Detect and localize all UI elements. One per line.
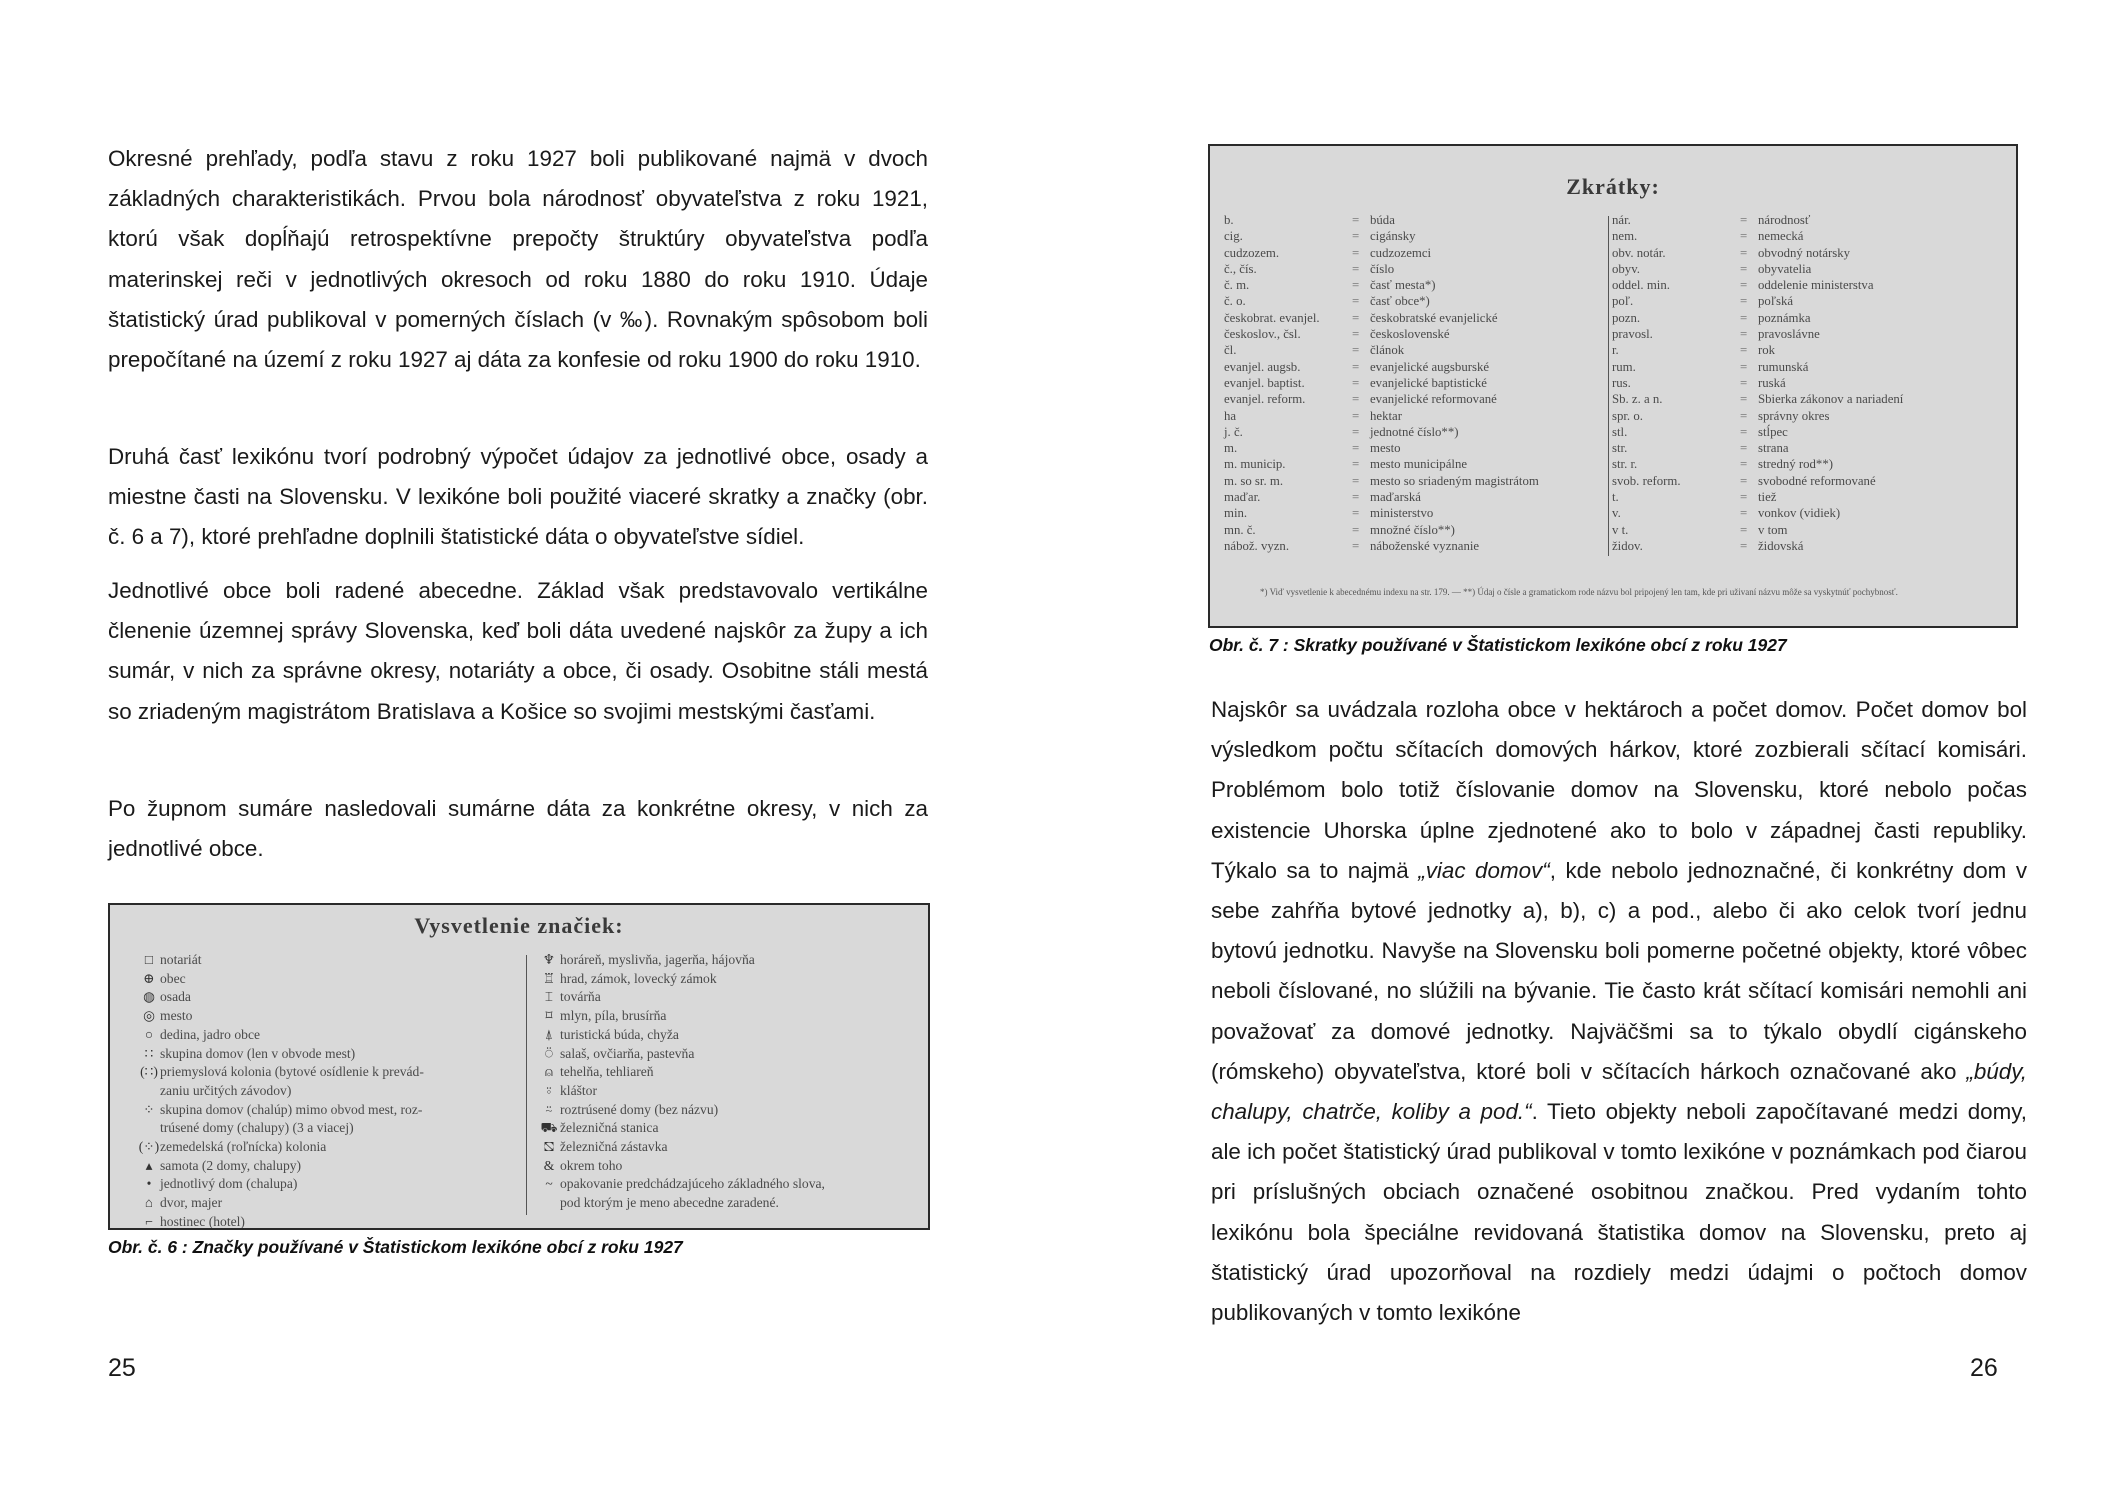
legend-symbol-icon: ⍋ (544, 1026, 554, 1042)
abbreviation: nem. (1612, 229, 1638, 244)
abbreviation: rus. (1612, 375, 1631, 390)
legend-row (138, 951, 528, 970)
equals-sign: = (1740, 392, 1748, 407)
abbreviation-meaning: v tom (1758, 522, 1788, 537)
equals-sign: = (1740, 473, 1748, 488)
abbreviation-meaning: náboženské vyznanie (1370, 538, 1480, 553)
legend-row (538, 1026, 918, 1045)
abbreviation-meaning: množné číslo**) (1370, 522, 1455, 537)
abbreviation-row (1612, 310, 2008, 326)
legend-text: tehelňa, tehliareň (560, 1064, 654, 1080)
abbreviation-row (1612, 522, 2008, 538)
legend-left-column (138, 951, 528, 1230)
abbreviation-row (1224, 310, 1608, 326)
equals-sign: = (1352, 213, 1360, 227)
equals-sign: = (1352, 392, 1360, 407)
equals-sign: = (1352, 424, 1360, 439)
legend-row (538, 970, 918, 989)
symbols-legend-figure (108, 903, 930, 1230)
abbreviation-row (1224, 538, 1608, 554)
abbreviation-row (1612, 228, 2008, 244)
equals-sign: = (1352, 490, 1360, 505)
equals-sign: = (1352, 294, 1360, 309)
abbreviation-row (1224, 424, 1608, 440)
legend-text: horáreň, myslivňa, jagerňa, hájovňa (560, 952, 755, 967)
abbreviation-row (1612, 538, 2008, 554)
abbreviation: čl. (1224, 343, 1237, 358)
abbreviation-row (1612, 440, 2008, 456)
abbreviation: j. č. (1224, 424, 1243, 439)
equals-sign: = (1352, 359, 1360, 374)
abbreviation-row (1612, 342, 2008, 358)
equals-sign: = (1352, 310, 1360, 325)
abbreviation-row (1224, 505, 1608, 521)
legend-row (538, 1045, 918, 1064)
abbreviation-meaning: obvodný notársky (1758, 245, 1851, 260)
legend-row (138, 1119, 528, 1138)
abbreviation-row (1612, 489, 2008, 505)
abbreviation: t. (1612, 490, 1619, 505)
abbreviation-row (1224, 375, 1608, 391)
abbreviation-row (1224, 391, 1608, 407)
abbreviation-meaning: rok (1758, 343, 1776, 358)
abbreviation-meaning: evanjelické baptistické (1370, 375, 1487, 390)
legend-symbol-icon: ◎ (143, 1008, 155, 1024)
abbreviation: evanjel. augsb. (1224, 359, 1301, 374)
abbreviation-row (1224, 228, 1608, 244)
abbreviation: v. (1612, 506, 1621, 521)
legend-row (138, 1045, 528, 1064)
equals-sign: = (1740, 327, 1748, 342)
abbreviation: spr. o. (1612, 408, 1643, 423)
abbreviation-meaning: Sbierka zákonov a nariadení (1758, 392, 1904, 407)
abbreviation: pozn. (1612, 310, 1641, 325)
equals-sign: = (1352, 343, 1360, 358)
legend-text: osada (160, 989, 191, 1005)
legend-symbol-icon: & (543, 1157, 555, 1173)
paragraph-2: Druhá časť lexikónu tvorí podrobný výpočet údajov za jednotlivé obce, osady a miestne časti na Slovensku. V lexikóne boli použité viaceré skratky a značky (obr. č. 6 a 7), ktoré prehľadne doplnili štatistické dáta o obyvateľstve sídiel. (108, 444, 928, 550)
abbreviation: nábož. vyzn. (1224, 538, 1290, 553)
legend-text: dvor, majer (160, 1195, 223, 1211)
legend-text: obec (160, 970, 186, 986)
abbreviation-row (1612, 456, 2008, 472)
legend-row (138, 1157, 528, 1176)
abbreviation-meaning: oddelenie ministerstva (1758, 278, 1874, 293)
abbreviation-row (1612, 391, 2008, 407)
legend-right-column (538, 951, 918, 1213)
abbreviations-figure (1208, 144, 2018, 628)
legend-text: továrňa (560, 989, 601, 1005)
equals-sign: = (1352, 229, 1360, 244)
equals-sign: = (1352, 375, 1360, 390)
abbreviation: nár. (1612, 213, 1631, 227)
abbreviation-row (1612, 293, 2008, 309)
abbreviation-meaning: tiež (1758, 490, 1777, 505)
legend-row (138, 1175, 528, 1194)
abbreviation: cudzozem. (1224, 245, 1280, 260)
legend-symbol-icon: (∷) (140, 1064, 158, 1080)
abbreviation: svob. reform. (1612, 473, 1681, 488)
abbreviation-meaning: cigánsky (1370, 229, 1416, 244)
abbreviation-meaning: ministerstvo (1370, 506, 1434, 521)
equals-sign: = (1352, 473, 1360, 488)
legend-text: hrad, zámok, lovecký zámok (560, 970, 717, 986)
paragraph-1: Okresné prehľady, podľa stavu z roku 1927 boli publikované najmä v dvoch základných charakteristikách. Prvou bola národnosť obyvateľstva z roku 1921, ktorú však dopĺňajú retrospektívne prepočty štruktúry obyvateľstva podľa materinskej reči v jednotlivých okresoch od roku 1880 do roku 1910. Údaje štatistický úrad publikoval v pomerných číslach (v ‰). Rovnakým spôsobom boli prepočítané na území z roku 1927 aj dáta za konfesie od roku 1900 do roku 1910. (108, 146, 928, 373)
legend-symbol-icon: ▴ (145, 1157, 153, 1173)
abbreviation-meaning: mesto municipálne (1370, 457, 1468, 472)
legend-symbol-icon: (⁘) (138, 1139, 160, 1155)
abbreviation: m. (1224, 441, 1238, 456)
abbreviation-meaning: evanjelické augsburské (1370, 359, 1490, 374)
abbreviation: českoslov., čsl. (1224, 327, 1301, 342)
abbreviation-meaning: židovská (1758, 538, 1804, 553)
legend-row (138, 970, 528, 989)
paragraph-5-italic-2: „búdy, chalupy, chatrče, koliby a pod.“ (1211, 1058, 2027, 1125)
equals-sign: = (1740, 490, 1748, 505)
abbreviation-meaning: hektar (1370, 408, 1402, 423)
abbreviation: ha (1224, 408, 1237, 423)
abbreviation-meaning: jednotné číslo**) (1370, 424, 1459, 439)
legend-text: pod ktorým je meno abecedne zaradené. (560, 1195, 779, 1211)
abbreviation-row (1224, 473, 1608, 489)
abbreviation: č. m. (1224, 278, 1250, 293)
equals-sign: = (1740, 506, 1748, 521)
abbreviation-row (1224, 489, 1608, 505)
abbreviation-row (1224, 408, 1608, 424)
legend-row (138, 1082, 528, 1101)
abbreviation-meaning: stĺpec (1758, 424, 1788, 439)
legend-text: samota (2 domy, chalupy) (160, 1157, 302, 1173)
equals-sign: = (1740, 278, 1748, 293)
legend-row (138, 1063, 528, 1082)
legend-text: jednotlivý dom (chalupa) (160, 1176, 298, 1192)
abbreviation-row (1224, 277, 1608, 293)
abbreviation: evanjel. baptist. (1224, 375, 1305, 390)
abbreviation-meaning: pravoslávne (1758, 327, 1820, 342)
abbreviation: č., čís. (1224, 261, 1257, 276)
abbreviation: Sb. z. a n. (1612, 392, 1663, 407)
abbreviation: obv. notár. (1612, 245, 1666, 260)
legend-text: dedina, jadro obce (160, 1026, 261, 1042)
legend-symbol-icon: □ (144, 952, 154, 967)
abbreviation-row (1612, 375, 2008, 391)
abbreviation: m. so sr. m. (1224, 473, 1284, 488)
legend-text: okrem toho (560, 1157, 623, 1173)
legend-text: notariát (160, 952, 202, 967)
legend-row (138, 988, 528, 1007)
legend-symbol-icon: ~ (545, 1176, 553, 1192)
equals-sign: = (1352, 327, 1360, 342)
equals-sign: = (1352, 408, 1360, 423)
abbreviation-meaning: číslo (1370, 261, 1395, 276)
paragraph-5-text-3: . Tieto objekty neboli započítavané medzi domy, ale ich počet štatistický úrad publikoval v tomto lexikóne v poznámkach pod čiarou pri príslušných obciach označené osobitnou značkou. Pred vydaním tohto lexikónu bola špeciálne revidovaná štatistika domov na Slovensku, preto aj štatistický úrad upozorňoval na rozdiely medzi údajmi o počtoch domov publikovaných v tomto lexikóne (1211, 1099, 2027, 1326)
legend-row (538, 1119, 918, 1138)
legend-symbol-icon: ∷ (144, 1045, 154, 1061)
abbreviations-footnote: *) Viď vysvetlenie k abecednému indexu na str. 179. — **) Údaj o čísle a gramatickom rode názvu bol pripojený len tam, kde pri uživaní názvu môže sa vyskytnúť pochybnosť. (1260, 587, 1898, 597)
legend-text: zemedelská (roľnícka) kolonia (160, 1139, 327, 1155)
legend-row (538, 1157, 918, 1176)
abbreviation-meaning: vonkov (vidiek) (1758, 506, 1841, 521)
abbreviation-meaning: správny okres (1758, 408, 1830, 423)
legend-symbol-icon: ◍ (143, 989, 155, 1005)
abbreviation: židov. (1612, 538, 1643, 553)
abbreviation-meaning: časť obce*) (1370, 294, 1430, 309)
abbreviations-divider (1608, 216, 1609, 556)
abbreviation-meaning: poľská (1758, 294, 1794, 309)
equals-sign: = (1352, 538, 1360, 553)
equals-sign: = (1352, 506, 1360, 521)
legend-row (538, 1194, 918, 1213)
abbreviation-row (1612, 505, 2008, 521)
figure-6-caption: Obr. č. 6 : Značky používané v Štatistickom lexikóne obcí z roku 1927 (108, 1237, 683, 1257)
abbreviation-row (1224, 245, 1608, 261)
equals-sign: = (1352, 457, 1360, 472)
legend-symbol-icon: ⌶ (544, 989, 554, 1005)
abbreviation-row (1224, 293, 1608, 309)
abbreviation-row (1612, 473, 2008, 489)
equals-sign: = (1740, 245, 1748, 260)
abbreviation: mn. č. (1224, 522, 1256, 537)
equals-sign: = (1740, 359, 1748, 374)
legend-row (538, 1082, 918, 1101)
abbreviation: cig. (1224, 229, 1243, 244)
legend-text: mlyn, píla, brusírňa (560, 1008, 667, 1024)
abbreviation: min. (1224, 506, 1248, 521)
legend-symbol-icon: ♖ (542, 970, 556, 986)
abbreviation-meaning: rumunská (1758, 359, 1809, 374)
abbreviation-row (1224, 212, 1608, 228)
abbreviation: poľ. (1612, 294, 1634, 309)
legend-text: kláštor (560, 1082, 597, 1098)
legend-symbol-icon: ⍤ (544, 1082, 554, 1098)
legend-text: skupina domov (len v obvode mest) (160, 1045, 356, 1061)
equals-sign: = (1740, 310, 1748, 325)
legend-symbol-icon: ♆ (542, 952, 556, 967)
legend-symbol-icon: ⁘ (143, 1101, 155, 1117)
abbreviation: obyv. (1612, 261, 1640, 276)
legend-row (138, 1194, 528, 1213)
abbreviation-row (1612, 424, 2008, 440)
abbreviation-row (1612, 359, 2008, 375)
legend-text: roztrúsené domy (bez názvu) (560, 1101, 719, 1117)
abbreviation: rum. (1612, 359, 1636, 374)
abbreviation: maďar. (1224, 490, 1261, 505)
equals-sign: = (1740, 457, 1748, 472)
equals-sign: = (1740, 213, 1748, 227)
equals-sign: = (1740, 424, 1748, 439)
legend-row (538, 1138, 918, 1157)
abbreviation-row (1224, 456, 1608, 472)
legend-symbol-icon: ○ (144, 1026, 154, 1042)
abbreviation-meaning: obyvatelia (1758, 261, 1812, 276)
equals-sign: = (1740, 441, 1748, 456)
figure-6-title: Vysvetlenie značiek: (414, 913, 624, 938)
legend-text: turistická búda, chyža (560, 1026, 679, 1042)
abbreviation-row (1612, 277, 2008, 293)
equals-sign: = (1740, 538, 1748, 553)
abbreviation-meaning: evanjelické reformované (1370, 392, 1497, 407)
abbreviation-meaning: strana (1758, 441, 1789, 456)
legend-symbol-icon: • (146, 1176, 152, 1192)
page-number-right: 26 (1970, 1354, 1998, 1382)
abbreviation-row (1224, 342, 1608, 358)
equals-sign: = (1352, 245, 1360, 260)
abbreviation: oddel. min. (1612, 278, 1670, 293)
paragraph-5-text-1: Najskôr sa uvádzala rozloha obce v hektároch a počet domov. Počet domov bol výsledkom počtu sčítacích domových hárkov, ktoré zozbierali sčítací komisári. Problémom bolo totiž číslovanie domov na Slovensku, ktoré nebolo počas existencie Uhorska úplne zjednotené ako to bolo v západnej časti republiky. Týkalo sa to najmä (1211, 697, 2027, 883)
legend-row (538, 1175, 918, 1194)
abbreviation-meaning: ruská (1758, 375, 1786, 390)
abbreviation-meaning: nemecká (1758, 229, 1804, 244)
equals-sign: = (1740, 343, 1748, 358)
legend-row (138, 1007, 528, 1026)
abbreviation-row (1224, 359, 1608, 375)
abbreviation-meaning: článok (1370, 343, 1405, 358)
abbreviation: evanjel. reform. (1224, 392, 1306, 407)
abbreviation-meaning: búda (1370, 213, 1395, 227)
abbreviation-row (1224, 440, 1608, 456)
page-number-left: 25 (108, 1354, 136, 1382)
abbreviation: českobrat. evanjel. (1224, 310, 1320, 325)
equals-sign: = (1740, 375, 1748, 390)
abbreviation-row (1612, 261, 2008, 277)
abbreviation: str. r. (1612, 457, 1638, 472)
abbreviation-meaning: mesto so sriadeným magistrátom (1370, 473, 1539, 488)
legend-symbol-icon: ⌐ (145, 1213, 153, 1229)
equals-sign: = (1740, 229, 1748, 244)
abbreviation: r. (1612, 343, 1619, 358)
legend-text: salaš, ovčiarňa, pastevňa (560, 1045, 695, 1061)
equals-sign: = (1352, 278, 1360, 293)
abbreviation: b. (1224, 213, 1234, 227)
abbreviation-row (1224, 261, 1608, 277)
legend-row (538, 951, 918, 970)
figure-7-title: Zkrátky: (1566, 174, 1660, 199)
legend-symbol-icon: ⍨ (544, 1101, 554, 1117)
paragraph-3: Jednotlivé obce boli radené abecedne. Základ však predstavovalo vertikálne členenie územnej správy Slovenska, keď boli dáta uvedené najskôr za župy a ich sumár, v nich za správne okresy, notariáty a obce, či osady. Osobitne stáli mestá so zriadeným magistrátom Bratislava a Košice so svojimi mestskými časťami. (108, 578, 928, 724)
figure-7-caption: Obr. č. 7 : Skratky používané v Štatistickom lexikóne obcí z roku 1927 (1209, 635, 1787, 655)
abbreviation: m. municip. (1224, 457, 1286, 472)
legend-row (138, 1101, 528, 1120)
legend-symbol-icon: ⛟ (540, 1120, 558, 1136)
abbreviation-meaning: svobodné reformované (1758, 473, 1876, 488)
paragraph-5 (1211, 690, 2027, 1333)
abbreviation-meaning: národnosť (1758, 213, 1811, 227)
legend-row (138, 1213, 528, 1230)
legend-symbol-icon: ⌑ (545, 1008, 553, 1024)
legend-text: opakovanie predchádzajúceho základného slova, (560, 1176, 825, 1192)
equals-sign: = (1740, 294, 1748, 309)
equals-sign: = (1740, 408, 1748, 423)
abbreviation-row (1612, 212, 2008, 228)
abbreviation-meaning: československé (1370, 327, 1450, 342)
paragraph-5-text-2: , kde nebolo jednoznačné, či konkrétny dom v sebe zahŕňa bytové jednotky a), b), c) a pod., alebo či ako celok tvorí jednu bytovú jednotku. Navyše na Slovensku boli pomerne početné objekty, ktoré vôbec neboli číslované, no slúžili na bývanie. Tie často krát sčítací komisári nemohli ani považovať za domové jednotky. Najväčšmi sa to týkalo obydlí cigánskeho (rómskeho) obyvateľstva, ktoré boli v sčítacích hárkoch označované ako (1211, 857, 2028, 1084)
legend-text: mesto (160, 1008, 193, 1024)
legend-symbol-icon: ⌂ (144, 1195, 154, 1211)
abbreviation: pravosl. (1612, 327, 1653, 342)
legend-row (538, 1007, 918, 1026)
abbreviation-meaning: cudzozemci (1370, 245, 1432, 260)
legend-symbol-icon: ⍥ (544, 1045, 554, 1061)
abbreviations-left-column (1224, 212, 1608, 554)
legend-text: skupina domov (chalúp) mimo obvod mest, roz- (160, 1101, 423, 1117)
legend-symbol-icon: ⍝ (544, 1064, 554, 1080)
legend-text: železničná zástavka (560, 1139, 668, 1155)
abbreviation-row (1224, 326, 1608, 342)
legend-row (138, 1138, 528, 1157)
legend-text: priemyslová kolonia (bytové osídlenie k prevád- (160, 1064, 424, 1080)
legend-text: hostinec (hotel) (160, 1213, 245, 1229)
abbreviation-row (1612, 326, 2008, 342)
abbreviation-row (1612, 408, 2008, 424)
abbreviation-meaning: českobratské evanjelické (1370, 310, 1498, 325)
legend-symbol-icon: ⊕ (143, 970, 155, 986)
abbreviation-meaning: poznámka (1758, 310, 1811, 325)
abbreviation: č. o. (1224, 294, 1246, 309)
legend-row (538, 1063, 918, 1082)
abbreviation: str. (1612, 441, 1628, 456)
paragraph-4: Po župnom sumáre nasledovali sumárne dáta za konkrétne okresy, v nich za jednotlivé obce. (108, 796, 928, 862)
abbreviation-meaning: stredný rod**) (1758, 457, 1833, 472)
legend-text: železničná stanica (560, 1120, 659, 1136)
abbreviation-meaning: mesto (1370, 441, 1401, 456)
equals-sign: = (1352, 261, 1360, 276)
abbreviation-meaning: maďarská (1370, 490, 1421, 505)
abbreviation: v t. (1612, 522, 1629, 537)
equals-sign: = (1352, 522, 1360, 537)
abbreviations-right-column (1612, 212, 2008, 554)
abbreviation-row (1224, 522, 1608, 538)
paragraph-5-italic-1: „viac domov“ (1418, 857, 1550, 883)
legend-row (538, 1101, 918, 1120)
abbreviation-row (1612, 245, 2008, 261)
legend-row (138, 1026, 528, 1045)
equals-sign: = (1740, 522, 1748, 537)
legend-text: zaniu určitých závodov) (160, 1082, 292, 1098)
equals-sign: = (1740, 261, 1748, 276)
abbreviation-meaning: časť mesta*) (1370, 278, 1436, 293)
right-page (1058, 0, 2116, 1500)
legend-divider (526, 955, 527, 1215)
abbreviation: stl. (1612, 424, 1628, 439)
equals-sign: = (1352, 441, 1360, 456)
legend-symbol-icon: ⛞ (543, 1139, 555, 1155)
legend-text: trúsené domy (chalupy) (3 a viacej) (160, 1120, 354, 1136)
legend-row (538, 988, 918, 1007)
